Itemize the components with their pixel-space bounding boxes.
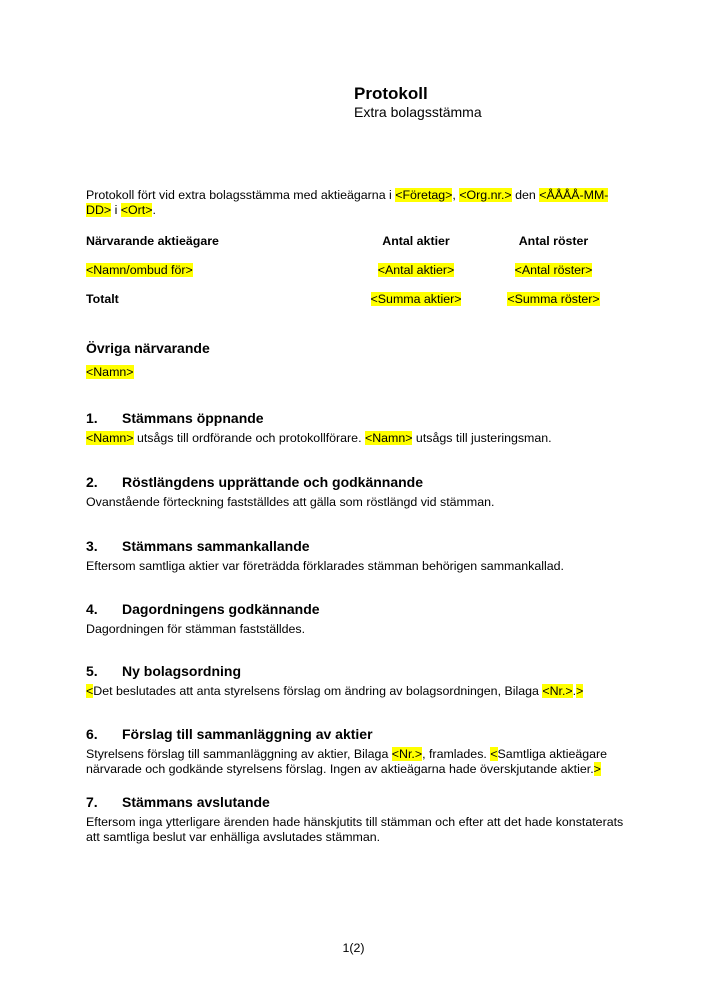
section-stammans-oppnande — [86, 410, 624, 446]
placeholder-highlight: <Org.nr.> — [459, 188, 512, 202]
attendees-table — [86, 234, 610, 307]
text-segment: , — [452, 188, 460, 202]
placeholder-vote-count: <Antal röster> — [514, 263, 593, 277]
section-body — [86, 815, 624, 844]
placeholder-other-name: <Namn> — [86, 365, 134, 379]
page-number: 1(2) — [342, 941, 365, 955]
section-avslutande — [86, 794, 624, 844]
table-cell-votes — [501, 263, 606, 278]
attendees-total-row — [86, 292, 610, 307]
section-rostlangden — [86, 474, 624, 510]
attendees-row — [86, 263, 610, 278]
text-segment: . — [152, 203, 156, 217]
section-title: Stämmans öppnande — [122, 410, 264, 426]
section-heading — [86, 601, 624, 618]
placeholder-highlight: <Namn> — [364, 431, 413, 445]
title-block — [354, 84, 482, 121]
table-cell-name — [86, 263, 331, 278]
placeholder-share-sum: <Summa aktier> — [370, 292, 462, 306]
section-sammankallande — [86, 538, 624, 574]
table-cell-total-shares — [331, 292, 501, 307]
others-present-value — [86, 365, 624, 380]
section-number: 4. — [86, 601, 98, 617]
text-segment: Styrelsens förslag till sammanläggning av aktier, Bilaga — [86, 747, 392, 761]
section-title: Dagordningens godkännande — [122, 601, 320, 617]
section-number: 6. — [86, 726, 98, 742]
placeholder-highlight: < — [86, 684, 94, 698]
section-number: 1. — [86, 410, 98, 426]
table-cell-shares — [331, 263, 501, 278]
text-segment: Ovanstående förteckning fastställdes att gälla som röstlängd vid stämman. — [86, 495, 495, 509]
placeholder-highlight: > — [593, 761, 601, 776]
placeholder-highlight: <Nr.> — [542, 684, 573, 698]
placeholder-share-count: <Antal aktier> — [377, 263, 455, 277]
section-ny-bolagsordning — [86, 663, 624, 699]
text-segment: Protokoll fört vid extra bolagsstämma med aktieägarna i — [86, 188, 396, 202]
section-body — [86, 559, 624, 574]
others-present-block — [86, 340, 624, 380]
section-sammanlaggning — [86, 726, 624, 776]
text-segment: Samtliga aktieägare närvarade och godkände styrelsens förslag. Ingen av aktieägarna hade överskjutande aktier. — [86, 747, 608, 776]
section-dagordningen — [86, 601, 624, 637]
text-segment: . — [572, 684, 577, 698]
section-title: Stämmans sammankallande — [122, 538, 310, 554]
text-segment: Dagordningen för stämman fastställdes. — [86, 622, 306, 636]
others-present-heading: Övriga närvarande — [86, 340, 210, 356]
section-body — [86, 495, 624, 510]
text-segment: Eftersom samtliga aktier var företrädda förklarades stämman behörigen sammankallad. — [86, 559, 564, 573]
section-body — [86, 622, 624, 637]
placeholder-highlight: > — [576, 684, 584, 698]
text-segment: , framlades. — [422, 747, 491, 761]
section-number: 5. — [86, 663, 98, 679]
placeholder-highlight: <Ort> — [120, 203, 153, 217]
table-cell-total-votes — [501, 292, 606, 307]
section-body — [86, 431, 624, 446]
text-segment: Det beslutades att anta styrelsens förslag om ändring av bolagsordningen, Bilaga — [93, 684, 543, 698]
placeholder-highlight: <ÅÅÅÅ-MM-DD> — [86, 188, 609, 217]
section-body — [86, 684, 624, 699]
total-label: Totalt — [86, 292, 119, 306]
section-heading — [86, 794, 624, 811]
text-segment: i — [111, 203, 121, 217]
section-body — [86, 747, 624, 776]
placeholder-highlight: < — [490, 747, 498, 761]
section-title: Röstlängdens upprättande och godkännande — [122, 474, 424, 490]
section-heading — [86, 726, 624, 743]
col-header-attendees: Närvarande aktieägare — [86, 234, 219, 248]
text-segment: Eftersom inga ytterligare ärenden hade hänskjutits till stämman och efter att det hade konstaterats att samtliga beslut var enhälliga avslutades stämman. — [86, 815, 624, 844]
col-header-votes: Antal röster — [518, 234, 589, 248]
section-title: Förslag till sammanläggning av aktier — [122, 726, 373, 742]
section-title: Ny bolagsordning — [122, 663, 241, 679]
placeholder-vote-sum: <Summa röster> — [507, 292, 600, 306]
section-heading — [86, 538, 624, 555]
document-title: Protokoll — [354, 84, 428, 103]
intro-paragraph — [86, 188, 624, 218]
placeholder-highlight: <Nr.> — [391, 747, 423, 761]
section-number: 2. — [86, 474, 98, 490]
text-segment: utsågs till justeringsman. — [412, 431, 552, 445]
placeholder-highlight: <Namn> — [86, 431, 134, 445]
section-heading — [86, 663, 624, 680]
section-number: 3. — [86, 538, 98, 554]
text-segment: den — [511, 188, 540, 202]
text-segment: utsågs till ordförande och protokollförare. — [133, 431, 365, 445]
section-number: 7. — [86, 794, 98, 810]
document-subtitle: Extra bolagsstämma — [354, 104, 482, 120]
section-heading — [86, 410, 624, 427]
attendees-header-row — [86, 234, 610, 249]
section-title: Stämmans avslutande — [122, 794, 270, 810]
placeholder-highlight: <Företag> — [395, 188, 453, 202]
placeholder-attendee-name: <Namn/ombud för> — [86, 263, 193, 277]
section-heading — [86, 474, 624, 491]
col-header-shares: Antal aktier — [382, 234, 450, 248]
